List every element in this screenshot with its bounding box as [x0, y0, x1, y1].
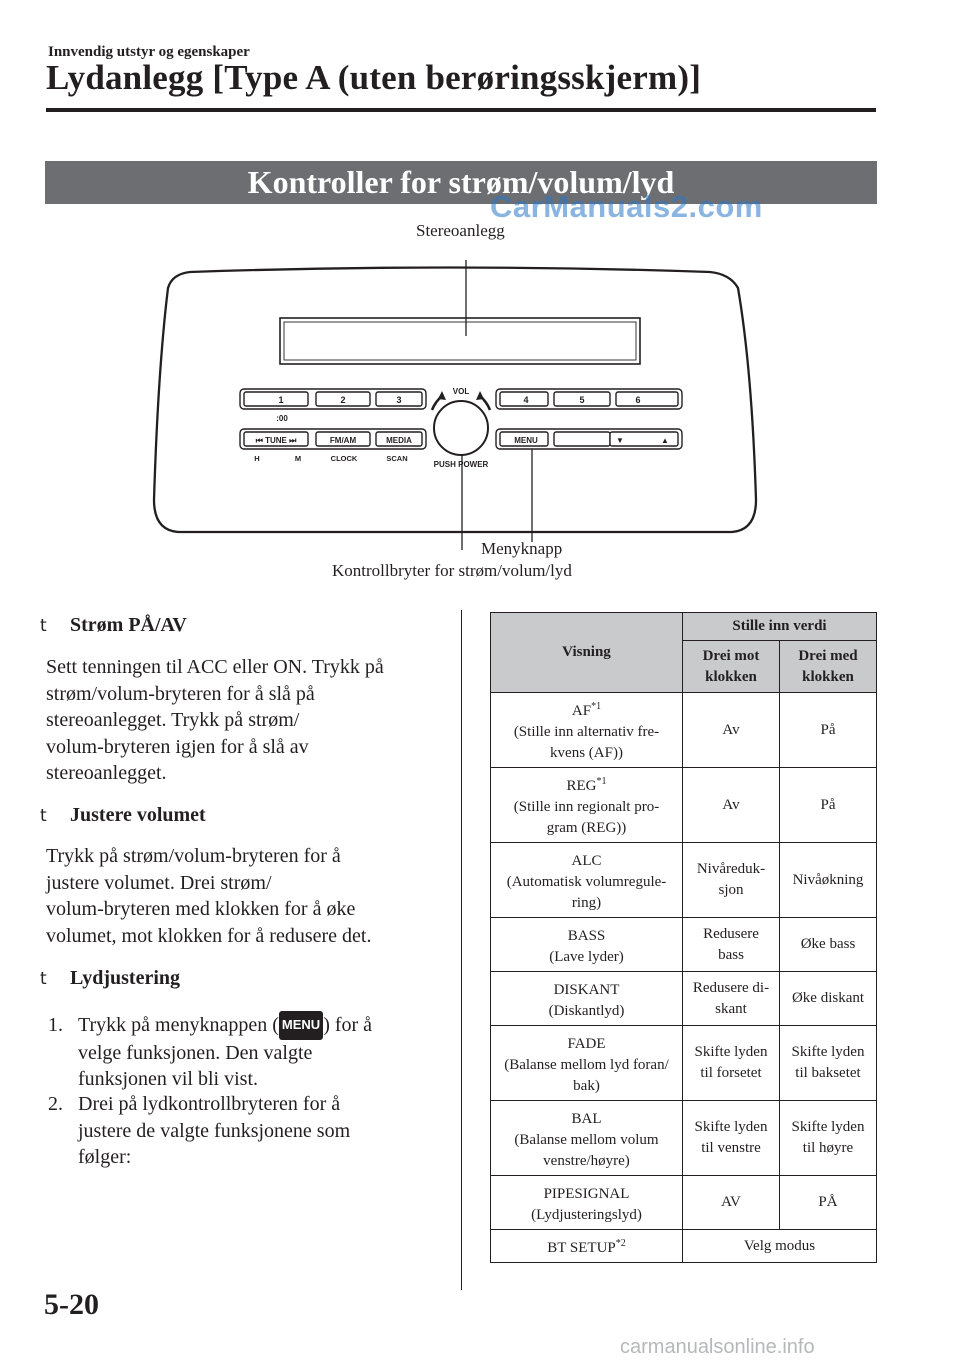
cell-clockwise: På [780, 693, 877, 768]
cell-counterclockwise: Nivåreduk- sjon [683, 843, 780, 918]
clock-label: CLOCK [330, 454, 358, 463]
button-2-label: 2 [340, 395, 346, 405]
header-set-value: Stille inn verdi [683, 613, 877, 641]
button-6-label: 6 [635, 395, 641, 405]
label-menu-button: Menyknapp [481, 539, 563, 558]
cell-counterclockwise: Skifte lyden til venstre [683, 1101, 780, 1176]
section-header: Innvendig utstyr og egenskaper [48, 44, 250, 60]
cell-counterclockwise: Av [683, 693, 780, 768]
seek-up-icon: ▲ [661, 436, 669, 445]
media-button-label: MEDIA [386, 436, 412, 445]
cell-counterclockwise: Skifte lyden til forsetet [683, 1026, 780, 1101]
cell-counterclockwise: Av [683, 768, 780, 843]
cell-clockwise: Nivåøkning [780, 843, 877, 918]
section-banner: Kontroller for strøm/volum/lyd [45, 161, 877, 204]
cell-clockwise: Øke bass [780, 918, 877, 972]
cell-clockwise: PÅ [780, 1176, 877, 1230]
button-5-label: 5 [579, 395, 585, 405]
page-number: 5-20 [44, 1288, 99, 1321]
column-divider [461, 610, 462, 1290]
list-item-step-1: 1. Trykk på menyknappen ( MENU ) for å velge funksjonen. Den valgte funksjonen vil bli vist. [48, 1011, 448, 1093]
settings-table [490, 612, 877, 1263]
table-row [491, 768, 877, 843]
cell-clockwise: Skifte lyden til høyre [780, 1101, 877, 1176]
cell-clockwise: Øke diskant [780, 972, 877, 1026]
cell-display: FADE (Balanse mellom lyd foran/ bak) [491, 1026, 683, 1101]
cell-display: DISKANT (Diskantlyd) [491, 972, 683, 1026]
cell-display: BT SETUP$^{*2}$ [491, 1230, 683, 1263]
m-label: M [294, 454, 302, 463]
heading-power: t Strøm PÅ/AV [40, 614, 187, 636]
cell-display: BAL (Balanse mellom volum venstre/høyre) [491, 1101, 683, 1176]
table-row [491, 1230, 877, 1263]
power-volume-knob[interactable] [434, 401, 488, 455]
tune-button-label: ⏮ TUNE ⏭ [255, 436, 297, 445]
table-row [491, 1026, 877, 1101]
header-display: Visning [491, 613, 683, 693]
cell-counterclockwise: AV [683, 1176, 780, 1230]
button-1-label: 1 [278, 395, 284, 405]
label-control-knob: Kontrollbryter for strøm/volum/lyd [332, 561, 572, 580]
cell-value: Velg modus [683, 1230, 877, 1263]
list-item-step-2: 2. Drei på lydkontrollbryteren for å justere de valgte funksjonene som følger: [48, 1093, 351, 1168]
label-stereo: Stereoanlegg [416, 221, 505, 240]
table-row [491, 843, 877, 918]
fmam-button-label: FM/AM [329, 436, 357, 445]
table-row [491, 693, 877, 768]
table-row [491, 1176, 877, 1230]
heading-volume: t Justere volumet [40, 804, 206, 826]
vol-label: VOL [452, 387, 470, 396]
cell-display: ALC (Automatisk volumregule- ring) [491, 843, 683, 918]
button-3-label: 3 [396, 395, 402, 405]
header-counterclockwise: Drei mot klokken [683, 641, 780, 693]
cell-display: PIPESIGNAL (Lydjusteringslyd) [491, 1176, 683, 1230]
push-power-label: PUSH POWER [433, 460, 489, 469]
menu-button-label: MENU [514, 436, 538, 445]
stereo-diagram [150, 260, 760, 550]
cell-counterclockwise: Redusere di- skant [683, 972, 780, 1026]
button-4-label: 4 [523, 395, 529, 405]
cell-clockwise: Skifte lyden til baksetet [780, 1026, 877, 1101]
menu-button-icon: MENU [279, 1011, 323, 1040]
scan-label: SCAN [386, 454, 408, 463]
table-row [491, 918, 877, 972]
cell-display: REG$^{*1}$ (Stille inn regionalt pro- gram (REG)) [491, 768, 683, 843]
button-1-sublabel: :00 [276, 414, 288, 423]
table-row [491, 1101, 877, 1176]
cell-display: BASS (Lave lyder) [491, 918, 683, 972]
table-row [491, 972, 877, 1026]
cell-clockwise: På [780, 768, 877, 843]
seek-down-icon: ▼ [616, 436, 624, 445]
page-title: Lydanlegg [Type A (uten berøringsskjerm)] [46, 58, 702, 97]
h-label: H [254, 454, 260, 463]
watermark-logo: CarManuals2.com [490, 189, 763, 224]
paragraph-power: Sett tenningen til ACC eller ON. Trykk på strøm/volum-bryteren for å slå på stereoanlegget. Trykk på strøm/ volum-bryteren igjen for å slå av stereoanlegget. [46, 656, 384, 784]
cell-counterclockwise: Redusere bass [683, 918, 780, 972]
watermark-text: carmanualsonline.info [620, 1336, 815, 1358]
cell-display: AF$^{*1}$ (Stille inn alternativ fre- kvens (AF)) [491, 693, 683, 768]
title-rule [46, 108, 876, 112]
header-clockwise: Drei med klokken [780, 641, 877, 693]
heading-sound: t Lydjustering [40, 967, 181, 989]
paragraph-volume: Trykk på strøm/volum-bryteren for å justere volumet. Drei strøm/ volum-bryteren med klokken for å øke volumet, mot klokken for å redusere det. [46, 845, 372, 947]
